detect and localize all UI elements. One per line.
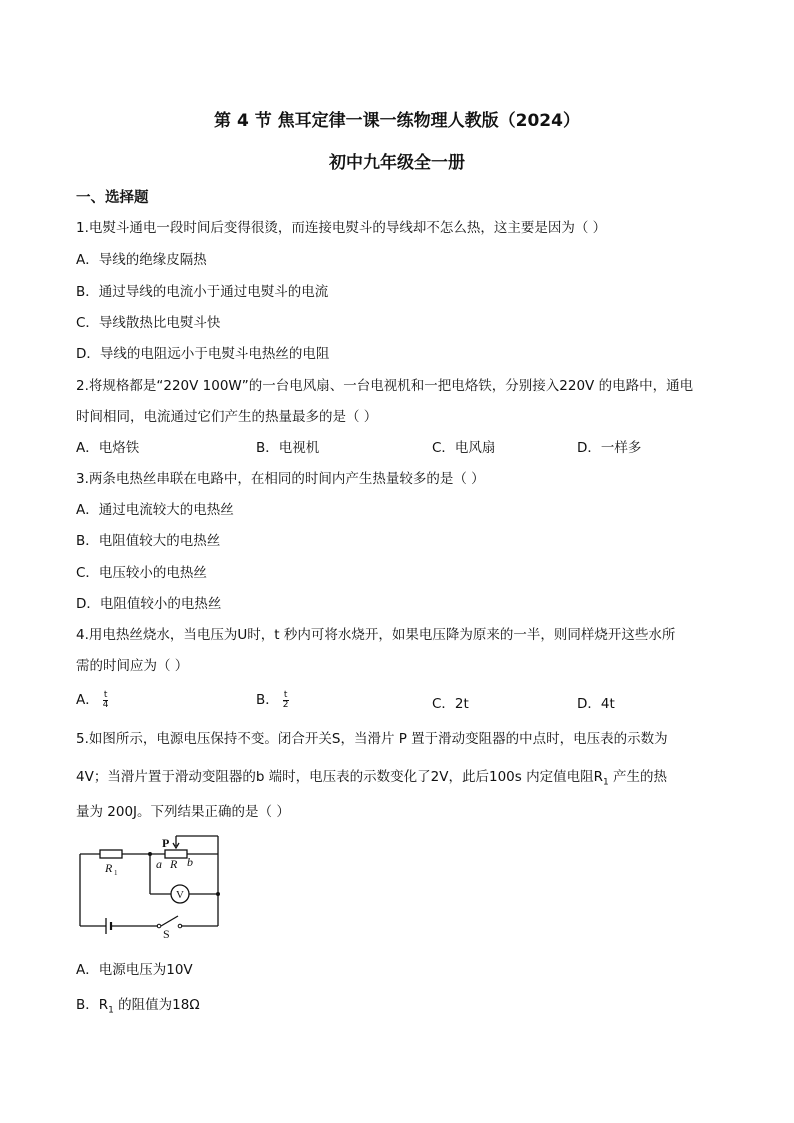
question-5-stem-line-3: 量为 200J。下列结果正确的是（ ）: [76, 804, 290, 820]
question-2-option-a: A．电烙铁: [76, 440, 140, 456]
question-5-option-a: A．电源电压为10V: [76, 962, 193, 978]
question-5-stem-line-2: [76, 765, 667, 788]
question-1-option-c: C．导线散热比电熨斗快: [76, 315, 221, 331]
question-1-stem: 1.电熨斗通电一段时间后变得很烫，而连接电熨斗的导线却不怎么热，这主要是因为（ ）: [76, 220, 607, 236]
label-r1: R: [105, 861, 113, 875]
option-prefix: B．R: [76, 997, 109, 1013]
fraction-numerator: t: [103, 689, 108, 700]
page-subtitle: 初中九年级全一册: [329, 153, 465, 173]
question-3-stem: 3.两条电热丝串联在电路中，在相同的时间内产生热量较多的是（ ）: [76, 471, 485, 487]
option-a-prefix: A．: [76, 692, 99, 708]
question-5-option-b: [76, 993, 200, 1016]
question-4-stem-line-2: 需的时间应为（ ）: [76, 658, 189, 674]
fraction-t-over-4: [103, 691, 109, 710]
fraction-denominator: 2: [282, 699, 289, 710]
question-2-stem-line-2: 时间相同，电流通过它们产生的热量最多的是（ ）: [76, 409, 378, 425]
question-4-option-c: C．2t: [432, 696, 469, 712]
junction-dot: [148, 852, 152, 856]
label-s: S: [163, 927, 170, 938]
circuit-diagram: [70, 828, 230, 938]
stem-text: 4V；当滑片置于滑动变阻器的b 端时，电压表的示数变化了2V，此后100s 内定值电阻R: [76, 769, 603, 785]
question-2-option-b: B．电视机: [256, 440, 320, 456]
question-3-option-d: D．电阻值较小的电热丝: [76, 596, 222, 612]
question-4-option-b: [256, 688, 289, 710]
label-r: R: [170, 857, 178, 871]
question-1-option-b: B．通过导线的电流小于通过电熨斗的电流: [76, 284, 329, 300]
question-5-stem-line-1: 5.如图所示，电源电压保持不变。闭合开关S，当滑片 P 置于滑动变阻器的中点时，电压表的示数为: [76, 731, 668, 747]
question-3-option-c: C．电压较小的电热丝: [76, 565, 207, 581]
label-r1-subscript: 1: [114, 869, 118, 877]
option-b-prefix: B．: [256, 692, 279, 708]
subscript: 1: [108, 1005, 114, 1016]
question-1-option-d: D．导线的电阻远小于电熨斗电热丝的电阻: [76, 346, 330, 362]
resistor-r1-icon: [100, 850, 122, 858]
label-p: P: [162, 836, 170, 850]
subscript: 1: [602, 777, 609, 788]
question-2-option-c: C．电风扇: [432, 440, 496, 456]
fraction-denominator: 4: [102, 699, 109, 710]
question-2-option-d: D．一样多: [577, 440, 642, 456]
question-1-option-a: A．导线的绝缘皮隔热: [76, 252, 207, 268]
switch-s-icon: [161, 916, 178, 926]
question-4-stem-line-1: 4.用电热丝烧水，当电压为U时，t 秒内可将水烧开，如果电压降为原来的一半，则同样烧开这些水所: [76, 627, 676, 643]
fraction-numerator: t: [283, 689, 288, 700]
label-a: a: [156, 857, 162, 871]
section-heading: 一、选择题: [76, 190, 149, 206]
question-4-option-d: D．4t: [577, 696, 615, 712]
label-b: b: [187, 855, 193, 869]
fraction-t-over-2: [283, 691, 289, 710]
junction-dot: [216, 892, 220, 896]
label-v: V: [176, 889, 184, 901]
stem-text: 产生的热: [608, 769, 668, 785]
question-4-option-a: [76, 688, 108, 710]
question-3-option-b: B．电阻值较大的电热丝: [76, 533, 221, 549]
option-text: 的阻值为18Ω: [113, 997, 200, 1013]
question-2-stem-line-1: 2.将规格都是“220V 100W”的一台电风扇、一台电视机和一把电烙铁，分别接入220V 的电路中，通电: [76, 378, 694, 394]
question-3-option-a: A．通过电流较大的电热丝: [76, 502, 234, 518]
page-title: 第 4 节 焦耳定律一课一练物理人教版（2024）: [214, 111, 580, 131]
